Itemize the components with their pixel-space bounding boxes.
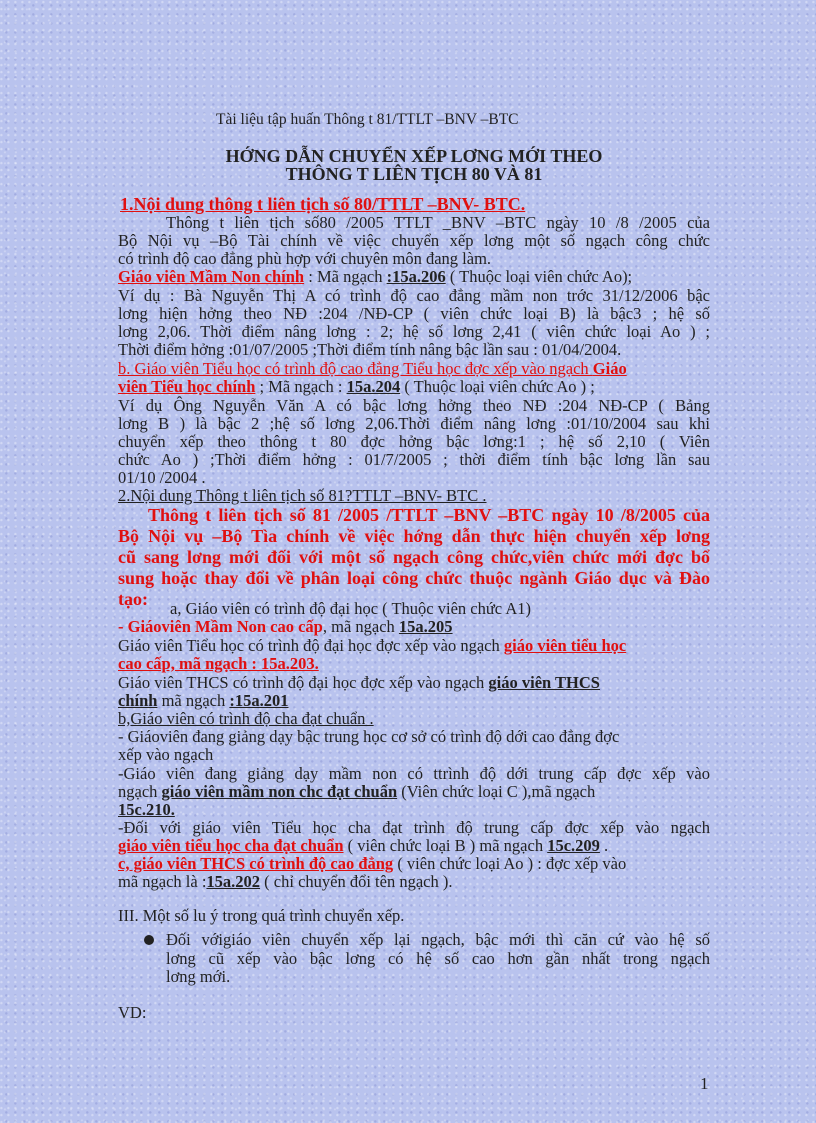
document-header: Tài liệu tập huấn Thông t 81/TTLT –BNV –BTC (216, 111, 519, 128)
example-1-line-4: Thời điểm hởng :01/07/2005 ;Thời điểm tính nâng bậc lần sau : 01/04/2004. (118, 340, 622, 359)
item-b-heading: b. Giáo viên Tiểu học có trình độ cao đẳng Tiểu học đợc xếp vào ngạch (118, 359, 593, 378)
code-15c210: 15c.210. (118, 800, 175, 819)
item-b-line-2 (118, 378, 595, 396)
thcs-teacher-text: Giáo viên THCS có trình độ đại học đợc xếp vào ngạch (118, 673, 489, 692)
subsection-b-heading: b,Giáo viên có trình độ cha đạt chuẩn . (118, 709, 374, 728)
primary-teacher-text: Giáo viên Tiểu học có trình độ đại học đợc xếp vào ngạch (118, 636, 504, 655)
example-2-line-3: chuyển xếp theo thông t 80 đợc hởng bậc lơng:1 ; hệ số 2,10 ( Viên (118, 432, 710, 451)
bullet-dot-icon (144, 935, 154, 945)
subsection-c-line-1 (118, 855, 626, 873)
title-line-2: THÔNG T LIÊN TỊCH 80 VÀ 81 (285, 164, 543, 184)
item-b-rank-name: viên Tiểu học chính (118, 377, 256, 396)
rank-primary-substandard: giáo viên tiểu học cha đạt chuẩn (118, 836, 344, 855)
subsection-a-line-1 (118, 618, 453, 636)
subsection-b-line-2: xếp vào ngạch (118, 745, 214, 764)
subsection-a-line-4 (118, 674, 600, 692)
s2-bold-line-1: Thông t liên tịch số 81 /2005 /TTLT –BNV –BTC ngày 10 /8/2005 của (148, 505, 710, 525)
period: . (599, 836, 609, 855)
item-b-text: ; Mã ngạch : (255, 377, 347, 396)
item-a-text-2: ( Thuộc loại viên chức Ao); (445, 267, 633, 286)
example-2-line-2: lơng B ) là bậc 2 ;hệ số lơng 2,06.Thời điểm nâng lơng :01/10/2004 sau khi (118, 414, 710, 433)
page-number: 1 (700, 1074, 709, 1093)
item-b-text-2: ( Thuộc loại viên chức Ao ) ; (400, 377, 595, 396)
s2-bold-line-2: Bộ Nội vụ –Bộ Tìa chính về việc hớng dẫn thực hiện chuyển xếp lơng (118, 526, 710, 546)
s1-paragraph-line-2: Bộ Nội vụ –Bộ Tài chính về việc chuyển xếp lơng một số ngạch công chức (118, 231, 710, 250)
viewer-type-c: (Viên chức loại C ),mã ngạch (397, 782, 596, 801)
subsection-b-line-6: -Đối với giáo viên Tiểu học cha đạt trình độ trung cấp đợc xếp vào ngạch (118, 818, 710, 837)
code-15a205: 15a.205 (398, 617, 453, 636)
note-bullet-line-1: Đối vớigiáo viên chuyển xếp lại ngạch, bậc mới thì căn cứ vào hệ số (166, 930, 710, 949)
section-1-heading: 1.Nội dung thông t liên tịch số 80/TTLT –BNV- BTC. (120, 194, 526, 214)
viewer-type-b: ( viên chức loại B ) mã ngạch (343, 836, 548, 855)
code-label-3: mã ngạch là : (118, 872, 207, 891)
title-line-1: HỚNG DẪN CHUYỂN XẾP LƠNG MỚI THEO (225, 146, 603, 166)
subsection-b-line-4 (118, 783, 595, 801)
item-a-text: : Mã ngạch (304, 267, 387, 286)
example-1-line-3: lơng 2,06. Thời điểm nâng lơng : 2; hệ số lơng 2,41 ( viên chức loại Ao ) ; (118, 322, 710, 341)
code-15a201: :15a.201 (229, 691, 289, 710)
s2-bold-line-3: cũ sang lơng mới đối với một số ngạch công chức,viên chức mới đợc bổ (118, 547, 710, 567)
s1-paragraph-line-3: có trình độ cao đẳng phù hợp với chuyên môn đang làm. (118, 249, 492, 268)
code-15a202: 15a.202 (206, 872, 261, 891)
code-label: , mã ngạch (322, 617, 399, 636)
example-2-line-4: chức Ao ) ;Thời điểm hởng : 01/7/2005 ; thời điểm tính bậc lơng lần sau (118, 450, 710, 469)
section-3-heading: III. Một số lu ý trong quá trình chuyển xếp. (118, 906, 405, 925)
subsection-a-line-2 (118, 637, 626, 655)
rank-primary-senior: giáo viên tiểu học (503, 636, 627, 655)
subsection-b-line-7 (118, 837, 608, 855)
example-2-line-1: Ví dụ Ông Nguyễn Văn A có bậc lơng hởng theo NĐ :204 NĐ-CP ( Bảng (118, 396, 710, 415)
item-b-code: 15a.204 (346, 377, 401, 396)
item-b-rank-start: Giáo (592, 359, 627, 378)
subsection-a-line-3: cao cấp, mã ngạch : 15a.203. (118, 654, 319, 673)
example-1-line-2: lơng hiện hởng theo NĐ :204 /NĐ-CP ( viên chức loại B) là bậc3 ; hệ số (118, 304, 710, 323)
s2-bold-line-5: tạo: (118, 589, 148, 609)
subsection-b-line-3: -Giáo viên đang giảng dạy mầm non có ttrình độ dới trung cấp đợc xếp vào (118, 764, 710, 783)
rank-thcs-main: chính (118, 691, 158, 710)
rank-kindergarten-substandard: giáo viên mầm non chc đạt chuẩn (161, 782, 398, 801)
section-2-heading: 2.Nội dung Thông t liên tịch số 81?TTLT –BNV- BTC . (118, 486, 487, 505)
subsection-a-heading: a, Giáo viên có trình độ đại học ( Thuộc viên chức A1) (170, 599, 531, 618)
subsection-b-line-1: - Giáoviên đang giảng dạy bậc trung học cơ sở có trình độ dới cao đẳng đợc (118, 727, 620, 746)
item-a-rank-name: Giáo viên Mầm Non chính (118, 267, 305, 286)
example-label: VD: (118, 1003, 147, 1022)
item-b-line-1 (118, 360, 627, 378)
code-15c209: 15c.209 (547, 836, 600, 855)
item-a-line (118, 268, 632, 286)
item-a-code: :15a.206 (386, 267, 446, 286)
rank-kindergarten-senior: - Giáoviên Mầm Non cao cấp (118, 617, 323, 636)
rename-note: ( chỉ chuyển đổi tên ngạch ). (260, 872, 453, 891)
code-label-2: mã ngạch (157, 691, 230, 710)
note-bullet-line-2: lơng cũ xếp vào bậc lơng có hệ số cao hơn gần nhất trong ngạch (166, 949, 710, 968)
subsection-c-line-2 (118, 873, 452, 891)
note-bullet-line-3: lơng mới. (166, 967, 231, 986)
s1-paragraph-line-1: Thông t liên tịch số80 /2005 TTLT _BNV –BTC ngày 10 /8 /2005 của (166, 213, 710, 232)
rank-thcs-college: c, giáo viên THCS có trình độ cao đẳng (118, 854, 394, 873)
viewer-type-ao: ( viên chức loại Ao ) : đợc xếp vào (393, 854, 627, 873)
example-2-line-5: 01/10 /2004 . (118, 468, 206, 487)
s2-bold-line-4: sung hoặc thay đổi về phân loại công chức thuộc ngành Giáo dục và Đào (118, 568, 710, 588)
subsection-a-line-5 (118, 692, 289, 710)
rank-thcs: giáo viên THCS (488, 673, 600, 692)
ngach-label: ngạch (118, 782, 162, 801)
example-1-line-1: Ví dụ : Bà Nguyễn Thị A có trình độ cao đẳng mầm non trớc 31/12/2006 bậc (118, 286, 710, 305)
